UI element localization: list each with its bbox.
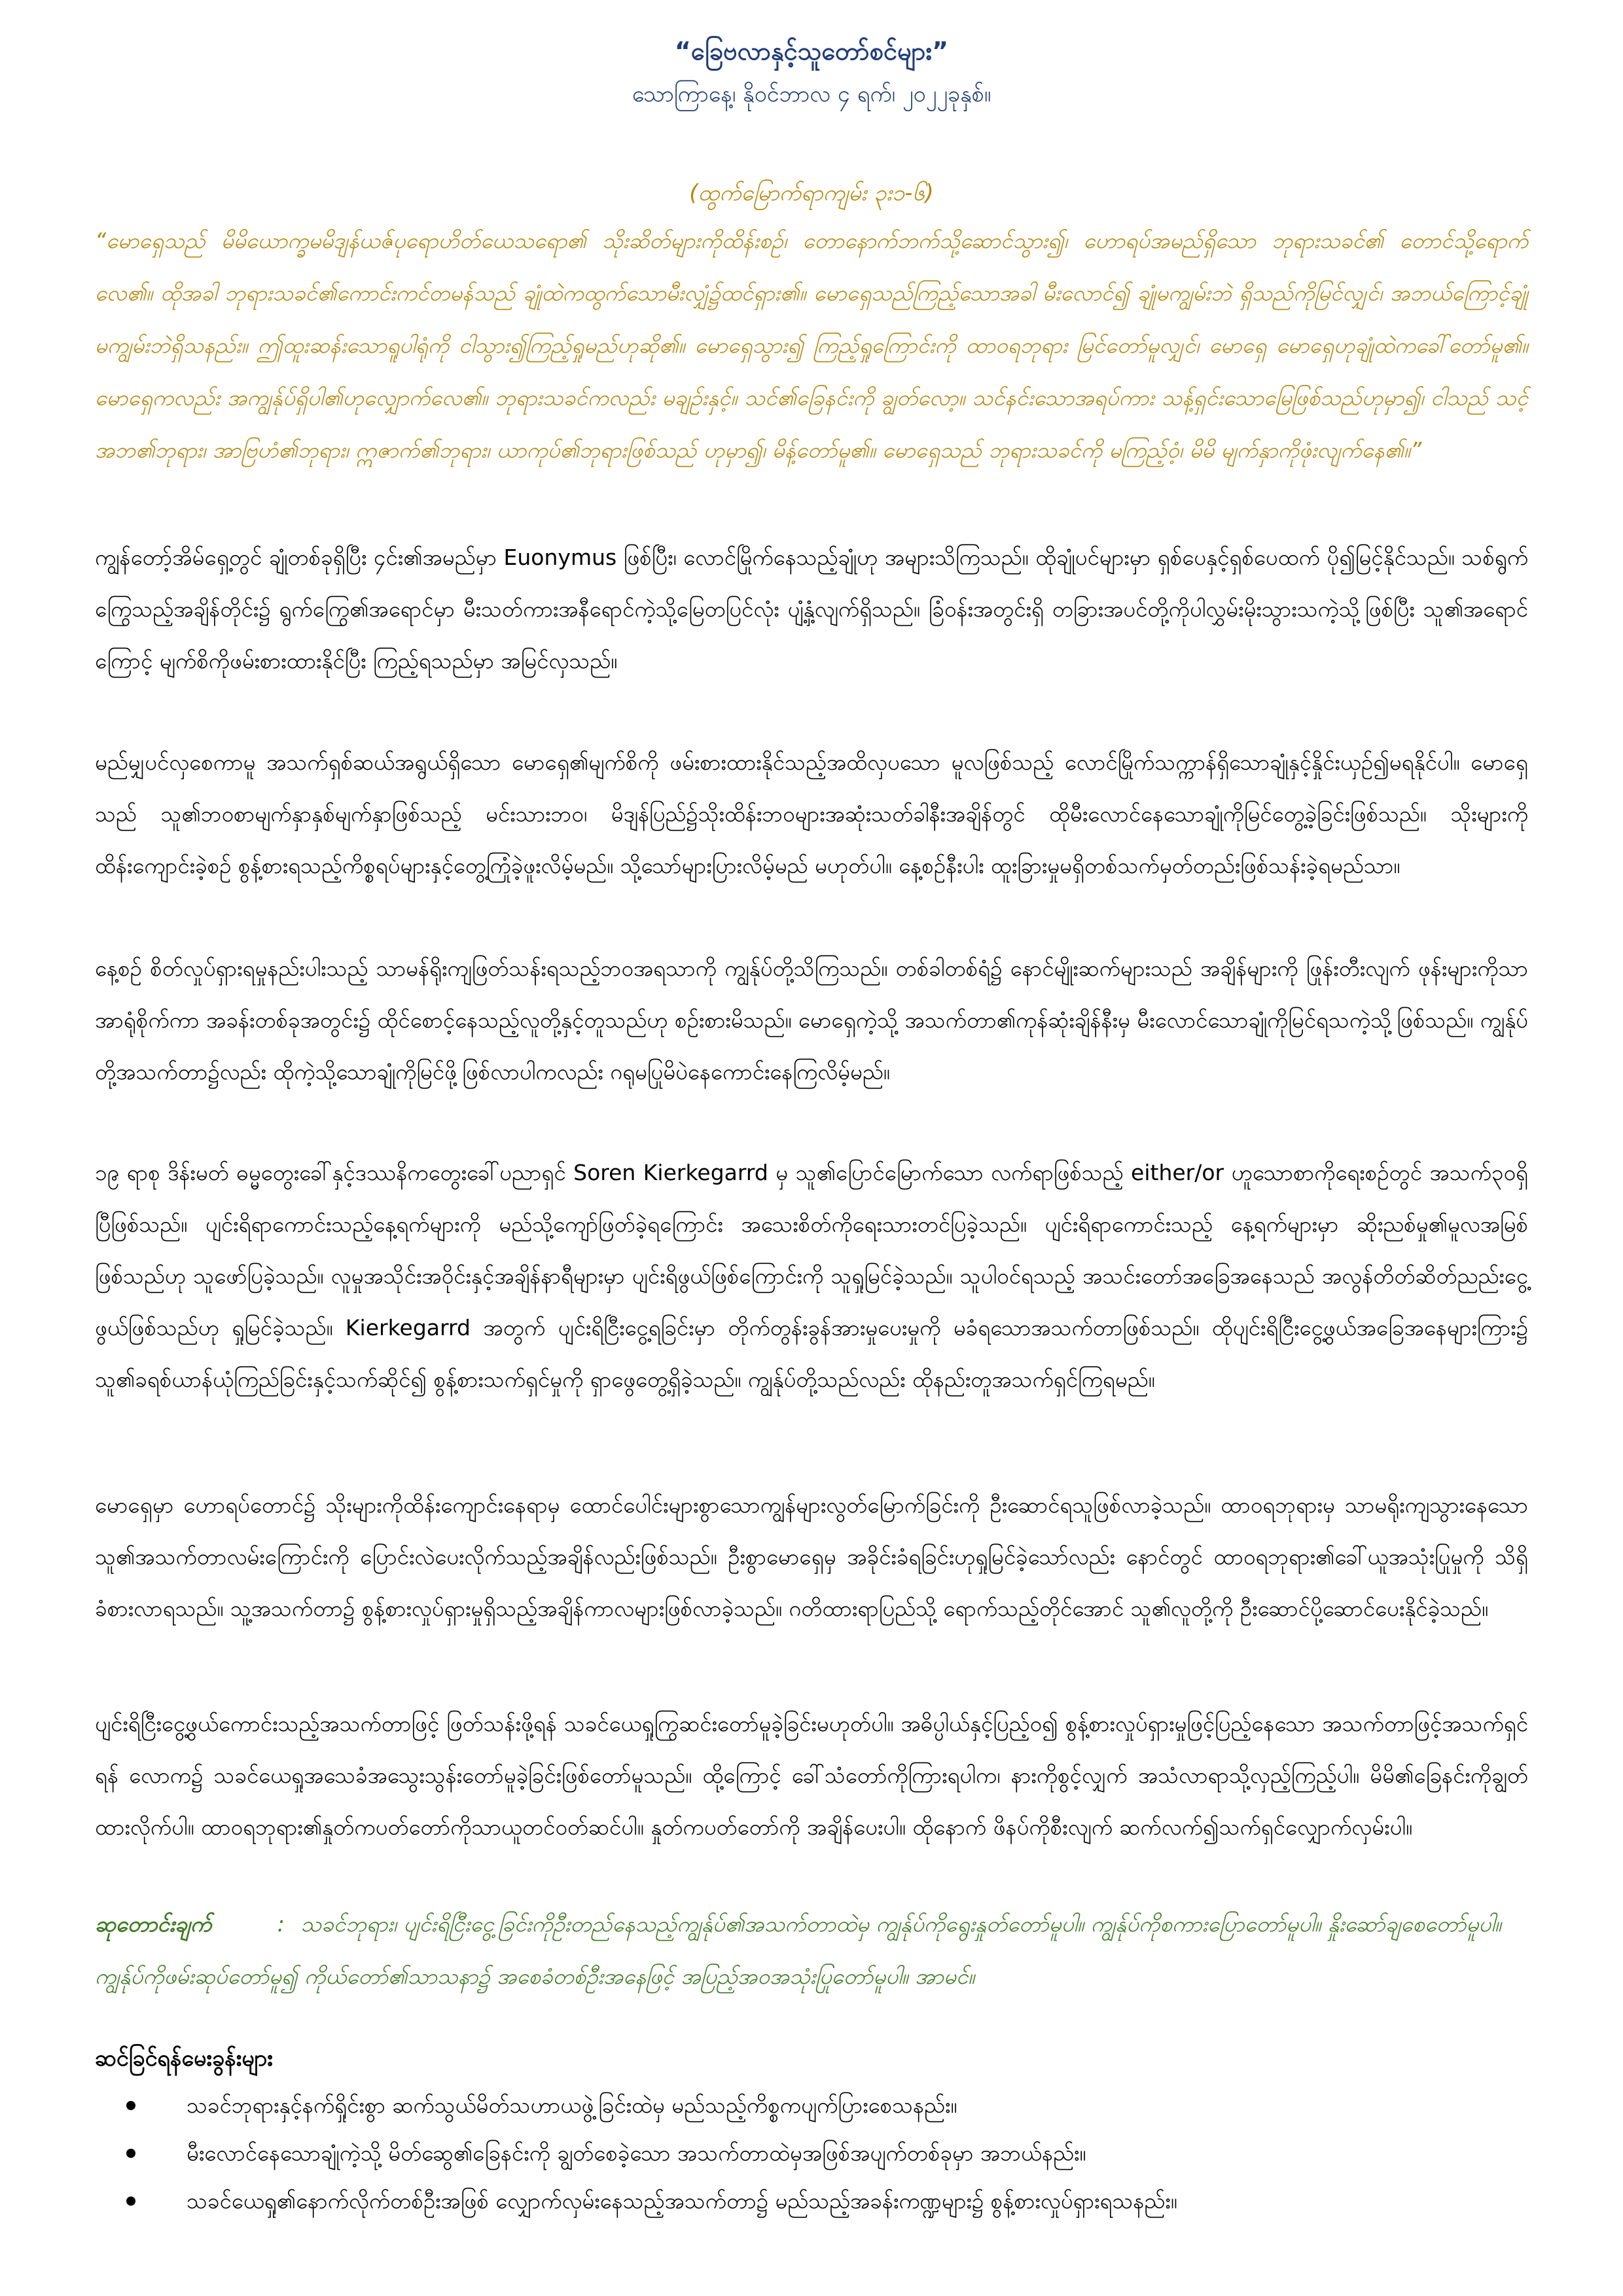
questions-heading: ဆင်ခြင်ရန်မေးခွန်းများ [95, 2045, 273, 2072]
prayer-separator: : [277, 1911, 285, 1937]
bullet-icon [126, 2149, 135, 2158]
question-text: မီးလောင်နေသောချုံကဲ့သို့ မိတ်ဆွေ၏ခြေနင်းကို ချွတ်စေခဲ့သော အသက်တာထဲမှအဖြစ်အပျက်တစ်ခုမှာ အဘယ်နည်း။ [187, 2140, 1086, 2166]
question-text: သခင်ဘုရားနှင့်နက်ရှိုင်းစွာ ဆက်သွယ်မိတ်သဟာယဖွဲ့ခြင်းထဲမှ မည်သည့်ကိစ္စကပျက်ပြားစေသနည်း။ [187, 2092, 957, 2118]
body-paragraph-2: မည်မျှပင်လှစေကာမူ အသက်ရှစ်ဆယ်အရွယ်ရှိသော မောရှေ၏မျက်စိကို ဖမ်းစားထားနိုင်သည့်အထိလှပသော မူလဖြစ်သည့် လောင်မြိုက်သက္ကာန်ရှိသောချုံနှင့်နှိုင်းယှဉ်၍မရနိုင်ပါ။ မောရှေသည် သူ၏ဘဝစာမျက်နှာနှစ်မျက်နှာဖြစ်သည့် မင်းသားဘဝ၊ မိဒျန်ပြည်၌သိုးထိန်းဘဝများအဆုံးသတ်ခါနီးအချိန်တွင် ထိုမီးလောင်နေသောချုံကိုမြင်တွေ့ခဲ့ခြင်းဖြစ်သည်။ သိုးများကိုထိန်းကျောင်းခဲ့စဉ် စွန့်စားရသည့်ကိစ္စရပ်များနှင့်တွေ့ကြုံခဲ့ဖူးလိမ့်မည်။ သို့သော်များပြားလိမ့်မည် မဟုတ်ပါ။ နေ့စဉ်နီးပါး ထူးခြားမှုမရှိတစ်သက်မှတ်တည်းဖြစ်သန်းခဲ့ရမည်သာ။ [95, 749, 1528, 878]
questions-list [95, 2081, 1528, 2225]
body-paragraph-4: ၁၉ ရာစု ဒိန်းမတ် ဓမ္မတွေးခေါ်နှင့်ဒဿနိကတွေးခေါ်ပညာရှင် Soren Kierkegarrd မှ သူ၏ပြောင်မြောက်သော လက်ရာဖြစ်သည့် either/or ဟူသောစာကိုရေးစဉ်တွင် အသက်၃၀ရှိပြီဖြစ်သည်။ ပျင်းရိရာကောင်းသည့်နေ့ရက်များကို မည်သို့ကျော်ဖြတ်ခဲ့ရကြောင်း အသေးစိတ်ကိုရေးသားတင်ပြခဲ့သည်။ ပျင်းရိရာကောင်းသည့် နေ့ရက်များမှာ ဆိုးညစ်မှု၏မူလအမြစ်ဖြစ်သည်ဟု သူဖော်ပြခဲ့သည်။ လူမှုအသိုင်းအဝိုင်းနှင့်အချိန်နာရီများမှာ ပျင်းရိဖွယ်ဖြစ်ကြောင်းကို သူရှုမြင်ခဲ့သည်။ သူပါဝင်ရသည့် အသင်းတော်အခြေအနေသည် အလွန်တိတ်ဆိတ်ညည်းငွေ့ဖွယ်ဖြစ်သည်ဟု ရှုမြင်ခဲ့သည်။ Kierkegarrd အတွက် ပျင်းရိငြီးငွေ့ရခြင်းမှာ တိုက်တွန်းခွန်အားမှုပေးမှုကို မခံရသောအသက်တာဖြစ်သည်။ ထိုပျင်းရိငြီးငွေ့ဖွယ်အခြေအနေများကြား၌ သူ၏ခရစ်ယာန်ယုံကြည်ခြင်းနှင့်သက်ဆိုင်၍ စွန့်စားသက်ရှင်မှုကို ရှာဖွေတွေ့ရှိခဲ့သည်။ ကျွန်ုပ်တို့သည်လည်း ထိုနည်းတူအသက်ရှင်ကြရမည်။ [95, 1160, 1528, 1392]
bullet-icon [126, 2101, 135, 2110]
prayer-block [95, 1898, 1528, 2003]
bullet-icon [126, 2197, 135, 2206]
prayer-text: သခင်ဘုရား၊ ပျင်းရိငြီးငွေ့ခြင်းကိုဦးတည်နေသည့်ကျွန်ုပ်၏အသက်တာထဲမှ ကျွန်ုပ်ကိုရွေးနှုတ်တော်မူပါ။ ကျွန်ုပ်ကိုစကားပြောတော်မူပါ။ နှိုးဆော်ချစေတော်မူပါ။ ကျွန်ုပ်ကိုဖမ်းဆုပ်တော်မူ၍ ကိုယ်တော်၏သာသနာ၌ အစေခံတစ်ဦးအနေဖြင့် အပြည့်အဝအသုံးပြုတော်မူပါ။ အာမင်။ [95, 1911, 1501, 1989]
body-paragraph-6: ပျင်းရိငြီးငွေ့ဖွယ်ကောင်းသည့်အသက်တာဖြင့် ဖြတ်သန်းဖို့ရန် သခင်ယေရှုကြွဆင်းတော်မူခဲ့ခြင်းမဟုတ်ပါ။ အဓိပ္ပါယ်နှင့်ပြည့်ဝ၍ စွန့်စားလှုပ်ရှားမှုဖြင့်ပြည့်နေသော အသက်တာဖြင့်အသက်ရှင်ရန် လောက၌ သခင်ယေရှုအသေခံအသွေးသွန်းတော်မူခဲ့ခြင်းဖြစ်တော်မူသည်။ ထို့ကြောင့် ခေါ်သံတော်ကိုကြားရပါက၊ နားကိုစွင့်လျှက် အသံလာရာသို့လှည့်ကြည့်ပါ။ မိမိ၏ခြေနင်းကိုချွတ်ထားလိုက်ပါ။ ထာဝရဘုရား၏နှုတ်ကပတ်တော်ကိုသာယူတင်ဝတ်ဆင်ပါ။ နှုတ်ကပတ်တော်ကို အချိန်ပေးပါ။ ထိုနောက် ဖိနပ်ကိုစီးလျက် ဆက်လက်၍သက်ရှင်လျှောက်လှမ်းပါ။ [95, 1711, 1528, 1840]
question-item [95, 2129, 1528, 2177]
devotional-title: “ခြေဗလာနှင့်သူတော်စင်များ” [674, 37, 949, 65]
prayer-label: ဆုတောင်းချက် [95, 1911, 212, 1937]
scripture-reference: (ထွက်မြောက်ရာကျမ်း ၃း၁-၆) [689, 180, 934, 206]
question-item [95, 2177, 1528, 2225]
devotional-date: သောကြာနေ့၊ နိုဝင်ဘာလ ၄ ရက်၊ ၂၀၂၂ခုနှစ်။ [632, 81, 991, 107]
body-paragraph-3: နေ့စဉ် စိတ်လှုပ်ရှားရမှုနည်းပါးသည့် သာမန်ရိုးကျဖြတ်သန်းရသည့်ဘဝအရသာကို ကျွန်ုပ်တို့သိကြသည်။ တစ်ခါတစ်ရံ၌ နောင်မျိုးဆက်များသည် အချိန်များကို ဖြုန်းတီးလျက် ဖုန်းများကိုသာအာရုံစိုက်ကာ အခန်းတစ်ခုအတွင်း၌ ထိုင်စောင့်နေသည့်လူတို့နှင့်တူသည်ဟု စဉ်းစားမိသည်။ မောရှေကဲ့သို့ အသက်တာ၏ကုန်ဆုံးချိန်နီးမှ မီးလောင်သောချုံကိုမြင်ရသကဲ့သို့ဖြစ်သည်။ ကျွန်ုပ်တို့အသက်တာ၌လည်း ထိုကဲ့သို့သောချုံကိုမြင်ဖို့ဖြစ်လာပါကလည်း ဂရုမပြုမိပဲနေကောင်းနေကြလိမ့်မည်။ [95, 956, 1528, 1085]
body-paragraph-1: ကျွန်တော့်အိမ်ရှေ့တွင် ချုံတစ်ခုရှိပြီး ၄င်း၏အမည်မှာ Euonymus ဖြစ်ပြီး၊ လောင်မြိုက်နေသည့်ချုံဟု အများသိကြသည်။ ထိုချုံပင်များမှာ ရှစ်ပေနှင့်ရှစ်ပေထက် ပို၍မြင့်နိုင်သည်။ သစ်ရွက်ကြွေသည့်အချိန်တိုင်း၌ ရွက်ကြွေ၏အရောင်မှာ မီးသတ်ကားအနီရောင်ကဲ့သို့မြေတပြင်လုံး ပျံ့နှံ့လျက်ရှိသည်။ ခြံဝန်းအတွင်းရှိ တခြားအပင်တို့ကိုပါလွှမ်းမိုးသွားသကဲ့သို့ဖြစ်ပြီး သူ၏အရောင်ကြောင့် မျက်စိကိုဖမ်းစားထားနိုင်ပြီး ကြည့်ရသည်မှာ အမြင်လှသည်။ [95, 545, 1528, 673]
scripture-passage: “မောရှေသည် မိမိယောက္ခမမိဒျန်ယဇ်ပုရောဟိတ်ယေသရော၏ သိုးဆိတ်များကိုထိန်းစဉ်၊ တောနောက်ဘက်သို့ဆောင်သွား၍၊ ဟောရပ်အမည်ရှိသော ဘုရားသခင်၏ တောင်သို့ရောက်လေ၏။ ထိုအခါ ဘုရားသခင်၏ကောင်းကင်တမန်သည် ချုံထဲကထွက်သောမီးလျှံ၌ထင်ရှား၏။ မောရှေသည်ကြည့်သောအခါ မီးလောင်၍ ချုံမကျွမ်းဘဲ ရှိသည်ကိုမြင်လျှင်၊ အဘယ်ကြောင့်ချုံမကျွမ်းဘဲရှိသနည်း။ ဤထူးဆန်းသောရူပါရုံကို ငါသွား၍ကြည့်ရှုမည်ဟုဆို၏။ မောရှေသွား၍ ကြည့်ရှုကြောင်းကို ထာဝရဘုရား မြင်တော်မူလျှင်၊ မောရှေ မောရှေဟုချုံထဲကခေါ်တော်မူ၏။ မောရှေကလည်း အကျွန်ုပ်ရှိပါ၏ဟုလျှောက်လေ၏။ ဘုရားသခင်ကလည်း မချဉ်းနှင့်။ သင်၏ခြေနင်းကို ချွတ်လော့။ သင်နင်းသောအရပ်ကား သန့်ရှင်းသောမြေဖြစ်သည်ဟုမှာ၍၊ ငါသည် သင့်အဘ၏ဘုရား၊ အာဗြဟံ၏ဘုရား၊ ဣဇာက်၏ဘုရား၊ ယာကုပ်၏ဘုရားဖြစ်သည် ဟုမှာ၍၊ မိန့်တော်မူ၏။ မောရှေသည် ဘုရားသခင်ကို မကြည့်ဝံ့၊ မိမိ မျက်နှာကိုဖုံးလျက်နေ၏။” [95, 228, 1528, 463]
question-item [95, 2081, 1528, 2129]
question-text: သခင်ယေရှု၏နောက်လိုက်တစ်ဦးအဖြစ် လျှောက်လှမ်းနေသည့်အသက်တာ၌ မည်သည့်အခန်းကဏ္ဍများ၌ စွန့်စားလှုပ်ရှားရသနည်း။ [187, 2188, 1177, 2214]
body-paragraph-5: မောရှေမှာ ဟောရပ်တောင်၌ သိုးများကိုထိန်းကျောင်းနေရာမှ ထောင်ပေါင်းများစွာသောကျွန်များလွတ်မြောက်ခြင်းကို ဦးဆောင်ရသူဖြစ်လာခဲ့သည်။ ထာဝရဘုရားမှ သာမရိုးကျသွားနေသောသူ၏အသက်တာလမ်းကြောင်းကို ပြောင်းလဲပေးလိုက်သည့်အချိန်လည်းဖြစ်သည်။ ဦးစွာမောရှေမှ အခိုင်းခံရခြင်းဟုရှုမြင်ခဲ့သော်လည်း နောင်တွင် ထာဝရဘုရား၏ခေါ်ယူအသုံးပြုမှုကို သိရှိခံစားလာရသည်။ သူ့အသက်တာ၌ စွန့်စားလှုပ်ရှားမှုရှိသည့်အချိန်ကာလများဖြစ်လာခဲ့သည်။ ဂတိထားရာပြည်သို့ ရောက်သည့်တိုင်အောင် သူ၏လူတို့ကို ဦးဆောင်ပို့ဆောင်ပေးနိုင်ခဲ့သည်။ [95, 1492, 1528, 1621]
